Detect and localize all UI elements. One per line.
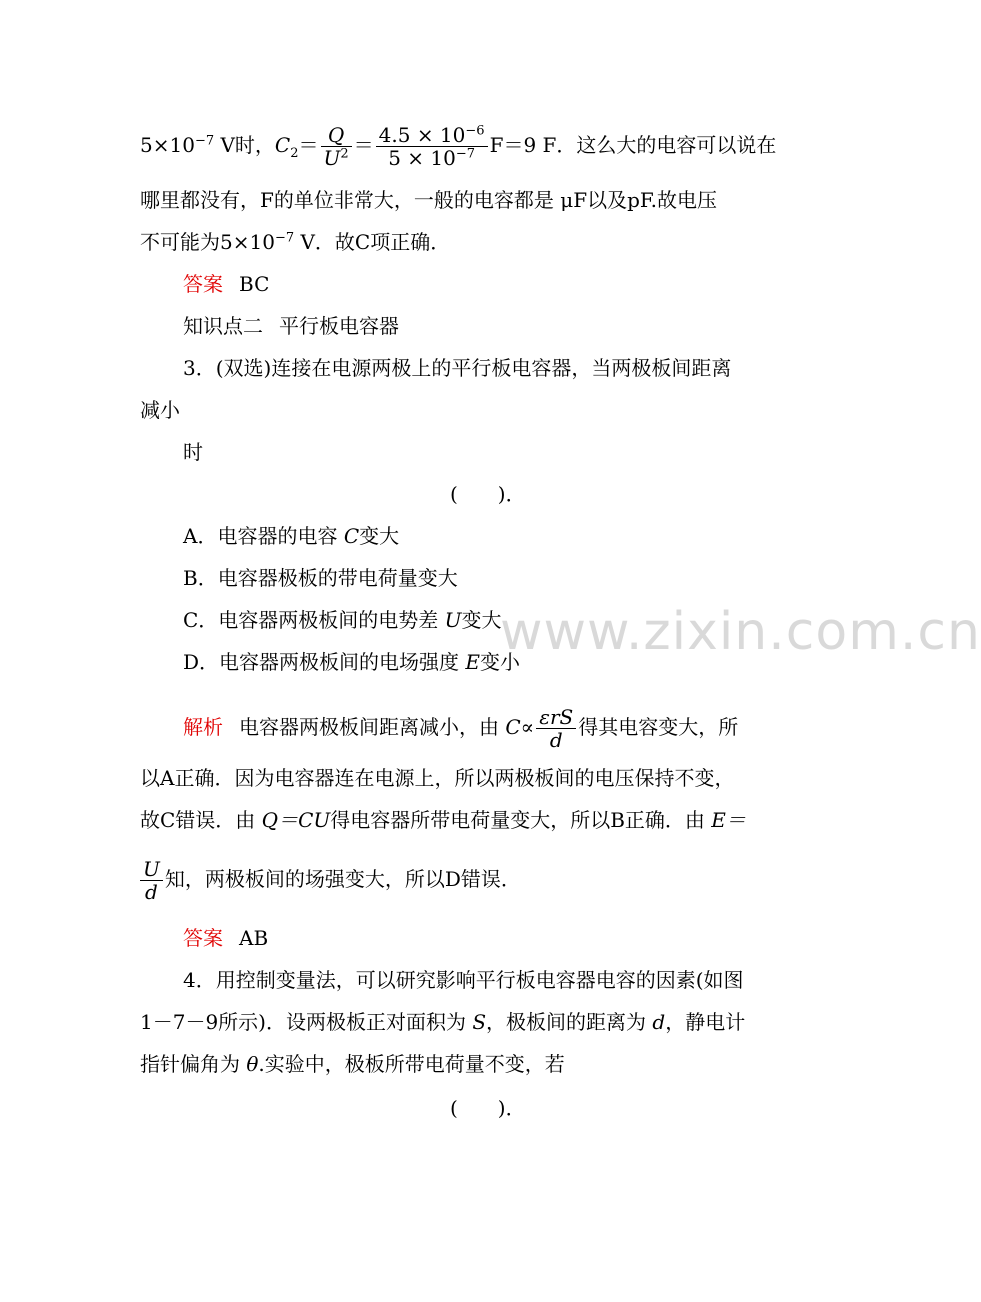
answer-label: 答案 xyxy=(183,926,223,950)
question-3-line-3: 时 xyxy=(183,440,203,464)
answer-value: AB xyxy=(239,926,269,950)
answer-value: BC xyxy=(239,272,270,296)
solution3-line-1: 解析 电容器两极板间距离减小，由 C∝ $\frac{\text{εrS}}{d}$ 得其电容变大，所 xyxy=(183,705,739,752)
answer-1 xyxy=(183,270,269,298)
section-heading: 知识点二 平行板电容器 xyxy=(183,314,399,338)
solution-label: 解析 xyxy=(183,715,223,739)
solution2-line-2: 哪里都没有，F的单位非常大，一般的电容都是 μF以及pF.故电压 xyxy=(140,188,718,212)
question-3-blank: ( )． xyxy=(450,482,526,506)
solution2-line-3: 不可能为$5\times 10^{-7}$ V．故C项正确． xyxy=(140,230,451,254)
solution3-line-2: 以A正确．因为电容器连在电源上，所以两极板间的电压保持不变， xyxy=(140,766,735,790)
solution2-line-1: $5\times 10^{-7}$ V时，$C_2=$ $\frac{Q}{U^2}$ ＝ $\frac{4.5 \times 10^{-6}}{5 \times 10^{-7}}$ F＝9 F．这么大的电容可以说在 xyxy=(140,123,777,170)
solution3-line-3: 故C错误．由 Q＝CU得电容器所带电荷量变大，所以B正确．由 E＝ xyxy=(140,808,746,832)
answer-label: 答案 xyxy=(183,272,223,296)
solution3-line-4: $\frac{U}{d}$ 知，两极板间的场强变大，所以D错误． xyxy=(140,858,521,903)
question-4-line-1: 4．用控制变量法，可以研究影响平行板电容器电容的因素(如图 xyxy=(183,968,744,992)
question-3-line-2: 减小 xyxy=(140,398,180,422)
fraction-epsilon-s-over-d: $\frac{\text{εrS}}{d}$ xyxy=(536,706,576,751)
answer-2 xyxy=(183,924,268,952)
option-c: C．电容器两极板间的电势差 U变大 xyxy=(183,608,502,632)
question-4-line-3: 指针偏角为 θ.实验中，极板所带电荷量不变，若 xyxy=(140,1052,565,1076)
question-3-line-1: 3．(双选)连接在电源两极上的平行板电容器，当两极板间距离 xyxy=(183,356,732,380)
question-4-line-2: 1－7－9所示)．设两极板正对面积为 S，极板间的距离为 d，静电计 xyxy=(140,1010,746,1034)
option-a: A．电容器的电容 C变大 xyxy=(183,524,400,548)
watermark: www.zixin.com.cn xyxy=(500,602,981,662)
option-b: B．电容器极板的带电荷量变大 xyxy=(183,566,458,590)
fraction-numeric: $\frac{4.5 \times 10^{-6}}{5 \times 10^{-7}}$ xyxy=(376,124,488,169)
fraction-q-over-u2: $\frac{Q}{U^2}$ xyxy=(321,124,352,169)
option-d: D．电容器两极板间的电场强度 E变小 xyxy=(183,650,521,674)
fraction-u-over-d: $\frac{U}{d}$ xyxy=(140,858,163,903)
question-4-blank: ( )． xyxy=(450,1096,526,1120)
